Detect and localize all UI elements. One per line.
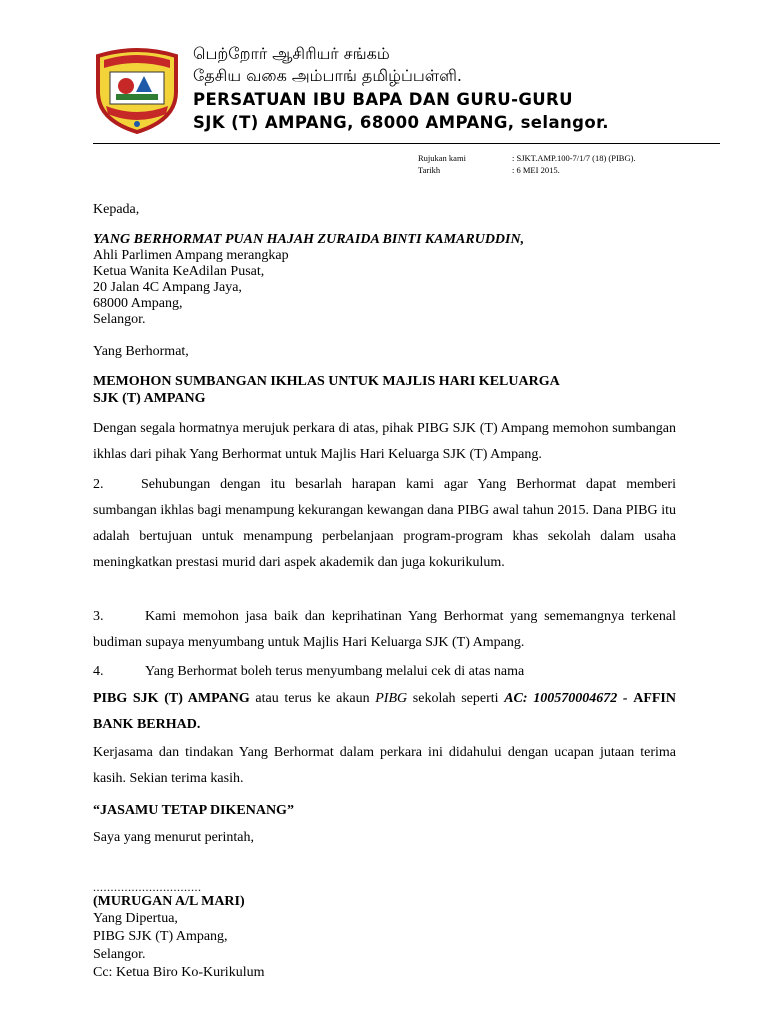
- recipient-line-5: Selangor.: [93, 312, 146, 327]
- recipient-line-4: 68000 Ampang,: [93, 296, 183, 311]
- signatory-name: (MURUGAN A/L MARI): [93, 894, 245, 909]
- carbon-copy: Cc: Ketua Biro Ko-Kurikulum: [93, 965, 265, 980]
- paragraph-4-mid-text-2: sekolah seperti: [407, 691, 505, 706]
- recipient-line-3: 20 Jalan 4C Ampang Jaya,: [93, 280, 242, 295]
- paragraph-4-number: 4.: [93, 664, 104, 679]
- pibg-italic: PIBG: [375, 691, 408, 706]
- kepada-label: Kepada,: [93, 202, 140, 217]
- paragraph-4-line-1: [93, 664, 524, 680]
- organization-name: PERSATUAN IBU BAPA DAN GURU-GURU: [193, 90, 573, 109]
- bank-name: AFFIN BANK BERHAD.: [93, 691, 676, 732]
- paragraph-3-number: 3.: [93, 609, 104, 624]
- reference-label: Rujukan kami: [418, 153, 466, 163]
- recipient-line-1: Ahli Parlimen Ampang merangkap: [93, 248, 289, 263]
- signatory-title-1: Yang Dipertua,: [93, 911, 178, 926]
- paragraph-2-text: Sehubungan dengan itu besarlah harapan kami agar Yang Berhormat dapat memberi sumbangan ikhlas bagi menampung kekurangan kewangan dana PIBG awal tahun 2015. Dana PIBG itu adalah bertujuan untuk menampung perbelanjaan program-program khas sekolah dalam usaha meningkatkan prestasi murid dari aspek akademik dan juga kokurikulum.: [93, 477, 676, 570]
- paragraph-2: [93, 472, 676, 576]
- paragraph-1: Dengan segala hormatnya merujuk perkara di atas, pihak PIBG SJK (T) Ampang memohon sumbangan ikhlas dari pihak Yang Berhormat untuk Majlis Hari Keluarga SJK (T) Ampang.: [93, 421, 676, 462]
- recipient-line-2: Ketua Wanita KeAdilan Pusat,: [93, 264, 265, 279]
- signatory-title-3: Selangor.: [93, 947, 146, 962]
- paragraph-4-account: [93, 686, 676, 738]
- paragraph-5: Kerjasama dan tindakan Yang Berhormat dalam perkara ini didahului dengan ucapan jutaan terima kasih. Sekian terima kasih.: [93, 745, 676, 786]
- subject-line-1: MEMOHON SUMBANGAN IKHLAS UNTUK MAJLIS HARI KELUARGA: [93, 374, 560, 389]
- paragraph-3-text: Kami memohon jasa baik dan keprihatinan Yang Berhormat yang sememangnya terkenal budiman supaya menyumbang untuk Majlis Hari Keluarga SJK (T) Ampang.: [93, 609, 676, 650]
- paragraph-3: [93, 604, 676, 656]
- salutation: Yang Berhormat,: [93, 344, 189, 359]
- paragraph-4-text: Yang Berhormat boleh terus menyumbang melalui cek di atas nama: [145, 664, 525, 679]
- subject-line-2: SJK (T) AMPANG: [93, 391, 206, 406]
- signatory-title-2: PIBG SJK (T) Ampang,: [93, 929, 228, 944]
- school-crest-icon: [92, 42, 182, 134]
- signature-line: ...............................: [93, 880, 202, 894]
- date-value: : 6 MEI 2015.: [512, 165, 560, 175]
- motto: “JASAMU TETAP DIKENANG”: [93, 803, 294, 818]
- account-number: AC: 100570004672 -: [504, 691, 628, 706]
- paragraph-2-number: 2.: [93, 477, 104, 492]
- account-holder-name: PIBG SJK (T) AMPANG: [93, 691, 250, 706]
- school-address: SJK (T) AMPANG, 68000 AMPANG, selangor.: [193, 113, 609, 132]
- tamil-school-name: தேசிய வகை அம்பாங் தமிழ்ப்பள்ளி.: [193, 66, 462, 85]
- date-label: Tarikh: [418, 165, 441, 175]
- header-divider: [93, 143, 720, 144]
- reference-value: : SJKT.AMP.100-7/1/7 (18) (PIBG).: [512, 153, 636, 163]
- tamil-association-name: பெற்றோர் ஆசிரியர் சங்கம்: [193, 44, 390, 63]
- sign-off: Saya yang menurut perintah,: [93, 830, 254, 845]
- paragraph-4-mid-text: atau terus ke akaun: [249, 691, 376, 706]
- recipient-name: YANG BERHORMAT PUAN HAJAH ZURAIDA BINTI KAMARUDDIN,: [93, 232, 525, 247]
